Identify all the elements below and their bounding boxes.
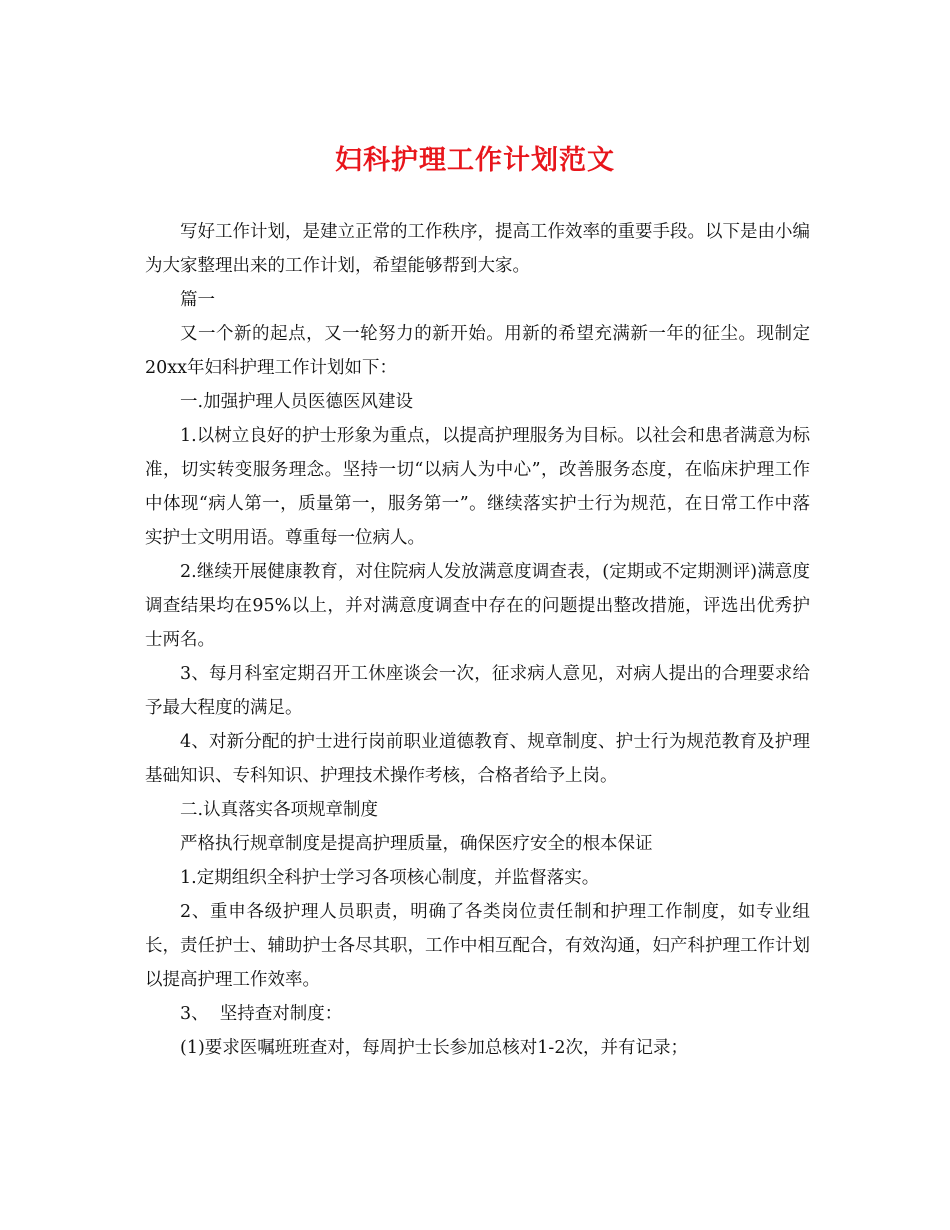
- section-heading-one: 一.加强护理人员医德医风建设: [180, 392, 414, 412]
- paragraph-opening: 又一个新的起点，又一轮努力的新开始。用新的希望充满新一年的征尘。现制定20xx年妇科护理工作计划如下：: [145, 324, 810, 378]
- document-title: 妇科护理工作计划范文: [335, 145, 615, 176]
- paragraph-intro: 写好工作计划，是建立正常的工作秩序，提高工作效率的重要手段。以下是由小编为大家整理出来的工作计划，希望能够帮到大家。: [145, 222, 810, 276]
- paragraph-item-2: 2.继续开展健康教育，对住院病人发放满意度调查表，(定期或不定期测评)满意度调查结果均在95%以上，并对满意度调查中存在的问题提出整改措施，评选出优秀护士两名。: [145, 562, 810, 650]
- paragraph-part-one-heading: 篇一: [180, 290, 215, 310]
- paragraph-rules-1: 1.定期组织全科护士学习各项核心制度，并监督落实。: [180, 868, 600, 888]
- paragraph-item-3: 3、每月科室定期召开工休座谈会一次，征求病人意见，对病人提出的合理要求给予最大程度的满足。: [145, 664, 810, 718]
- section-heading-two: 二.认真落实各项规章制度: [180, 800, 379, 820]
- document-body: [145, 215, 810, 1065]
- paragraph-rules-3-sub-1: (1)要求医嘱班班查对，每周护士长参加总核对1-2次，并有记录；: [180, 1038, 688, 1058]
- paragraph-item-4: 4、对新分配的护士进行岗前职业道德教育、规章制度、护士行为规范教育及护理基础知识、专科知识、护理技术操作考核，合格者给予上岗。: [145, 732, 810, 786]
- paragraph-rules-2: 2、重申各级护理人员职责，明确了各类岗位责任制和护理工作制度，如专业组长，责任护士、辅助护士各尽其职，工作中相互配合，有效沟通，妇产科护理工作计划以提高护理工作效率。: [145, 902, 810, 990]
- paragraph-rules-3: 3、 坚持查对制度：: [180, 1004, 343, 1024]
- paragraph-rules-lead: 严格执行规章制度是提高护理质量，确保医疗安全的根本保证: [180, 834, 653, 854]
- paragraph-item-1: 1.以树立良好的护士形象为重点，以提高护理服务为目标。以社会和患者满意为标准，切实转变服务理念。坚持一切“以病人为中心”，改善服务态度，在临床护理工作中体现“病人第一，质量第一，服务第一”。继续落实护士行为规范，在日常工作中落实护士文明用语。尊重每一位病人。: [145, 426, 810, 548]
